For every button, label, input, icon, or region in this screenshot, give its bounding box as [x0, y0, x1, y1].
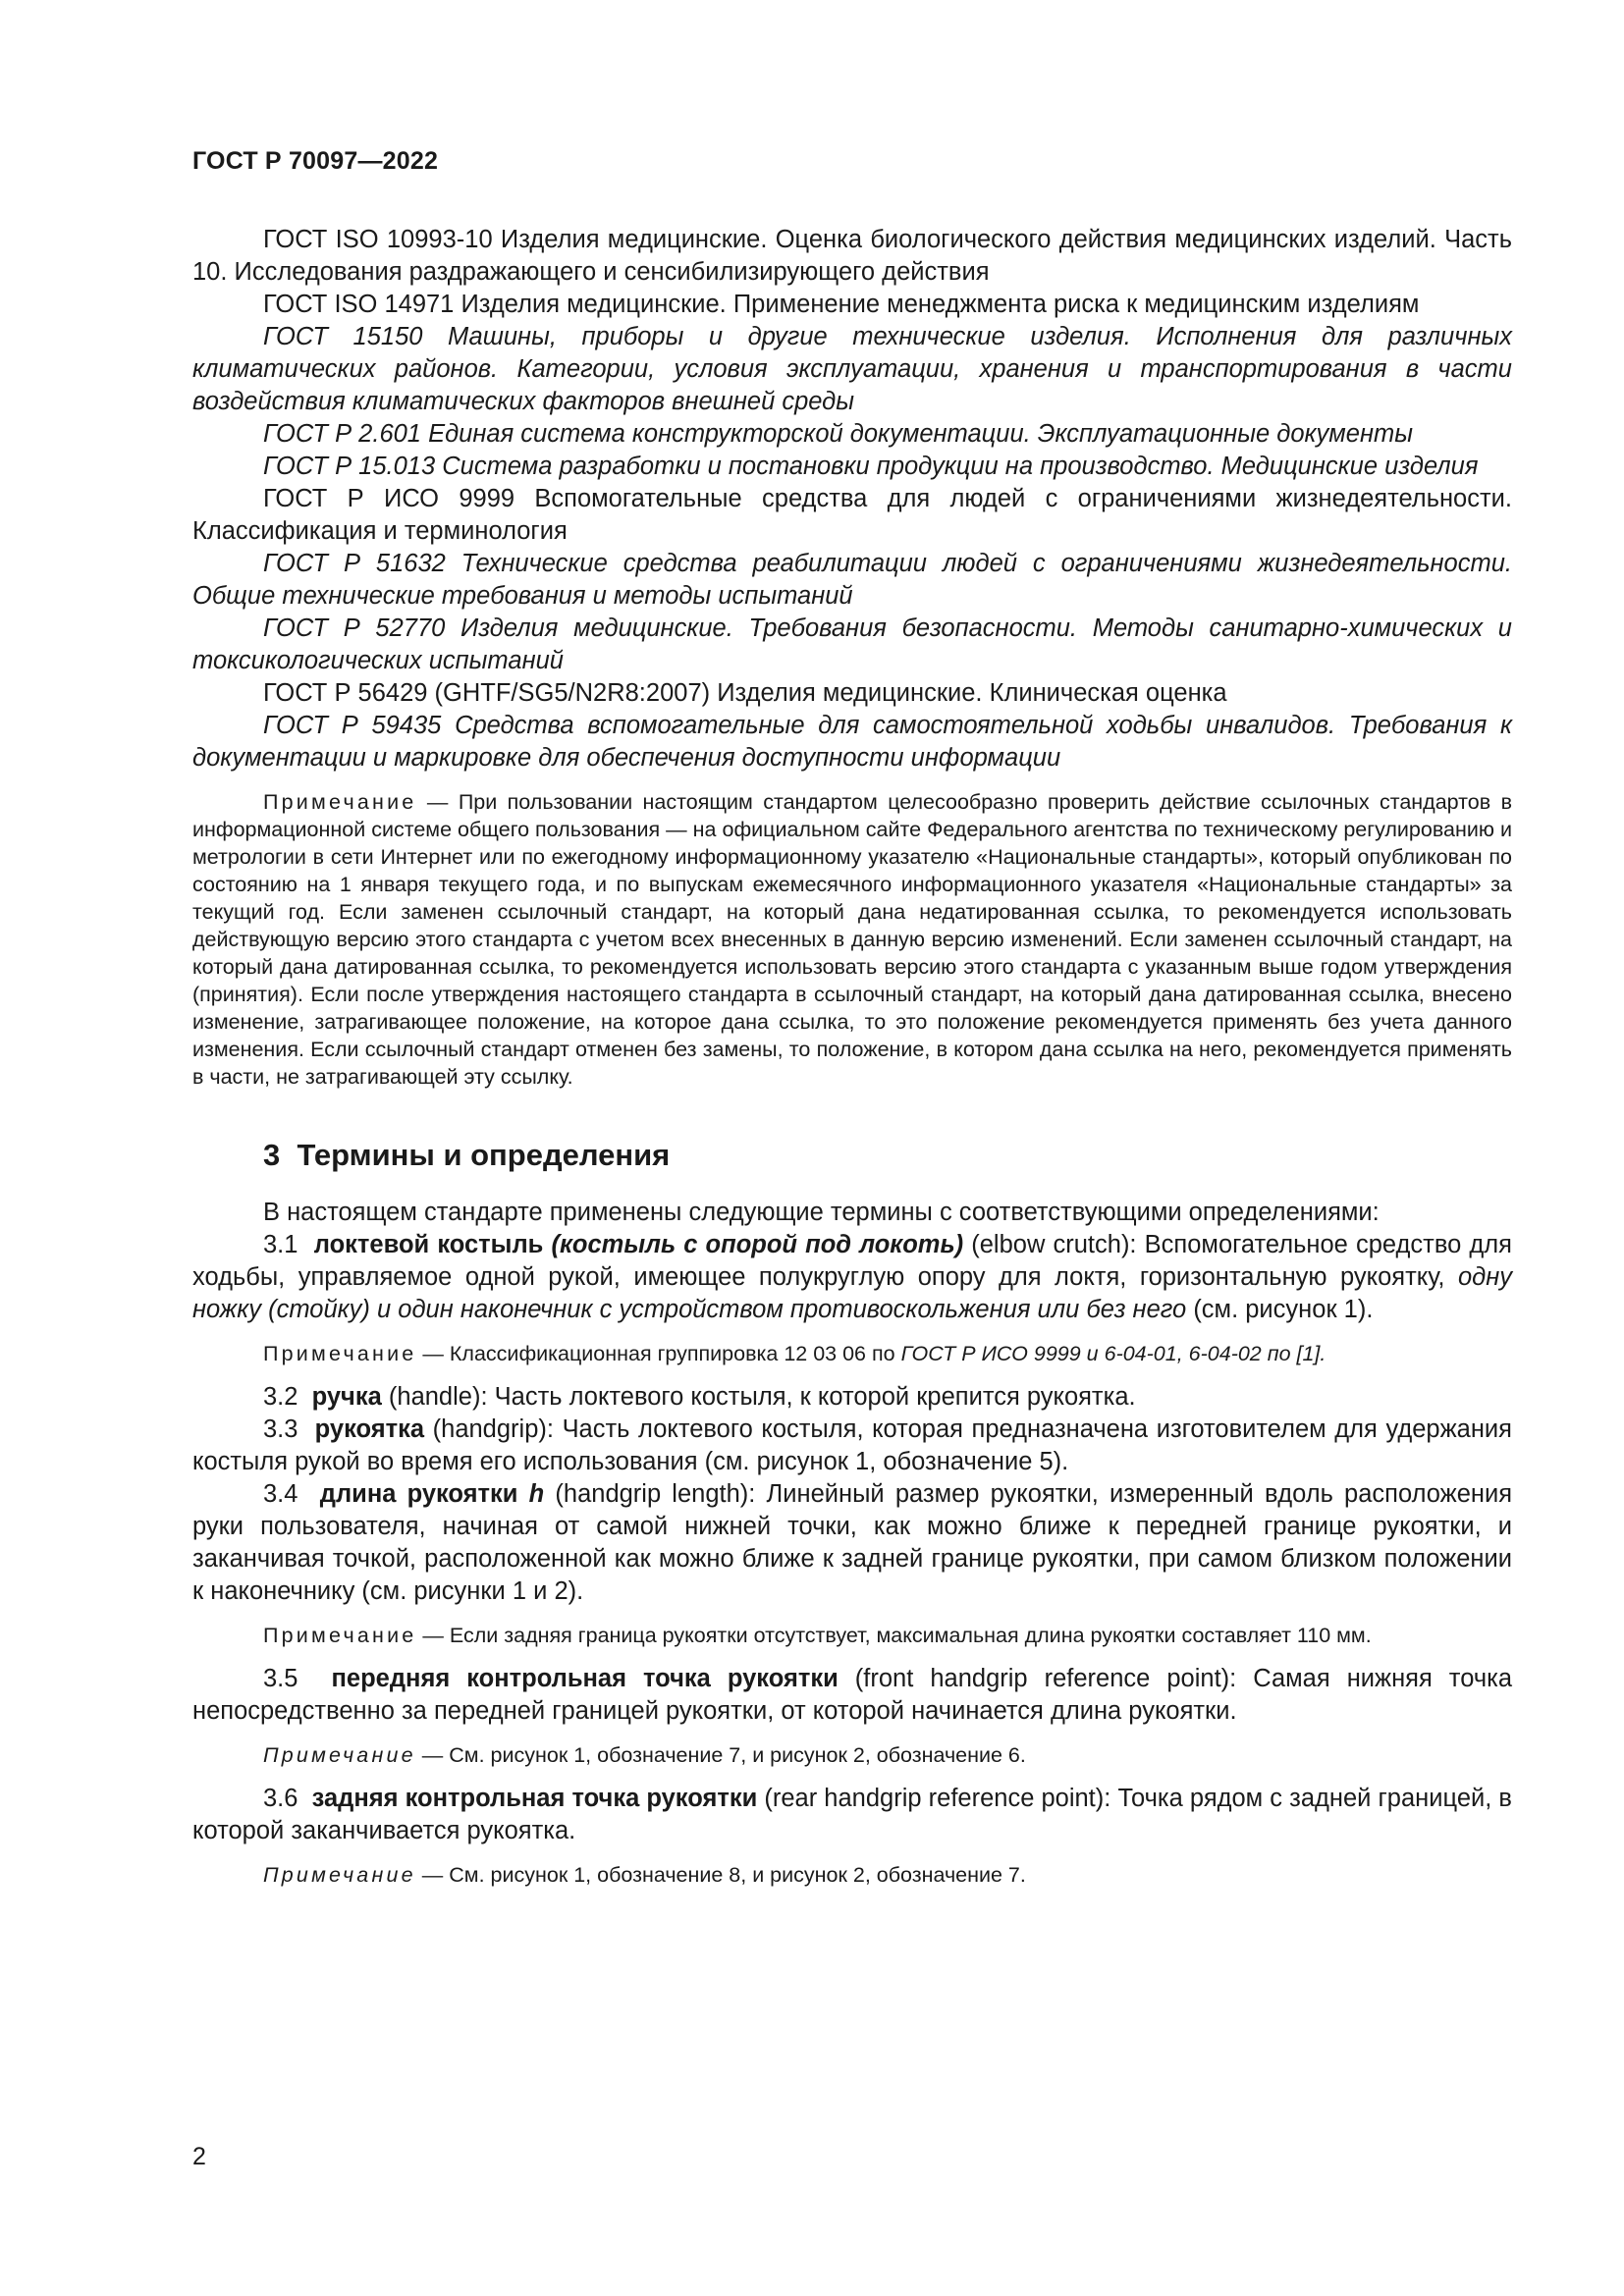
term-name: передняя контрольная точка рукоятки: [331, 1665, 839, 1692]
page-number: 2: [192, 2143, 206, 2170]
reference-item: ГОСТ Р 15.013 Система разработки и постановки продукции на производство. Медицинские изделия: [263, 453, 1479, 480]
running-header: ГОСТ Р 70097—2022: [192, 147, 439, 175]
term-synonym: (костыль с опорой под локоть): [551, 1231, 964, 1258]
reference-item: ГОСТ Р 51632 Технические средства реабилитации людей с ограничениями жизнедеятельности. Общие технические требования и методы испытаний: [192, 550, 1512, 610]
reference-item: ГОСТ Р 52770 Изделия медицинские. Требования безопасности. Методы санитарно-химических и токсикологических испытаний: [192, 614, 1512, 674]
term-3-6: 3.6 задняя контрольная точка рукоятки (rear handgrip reference point): Точка рядом с задней границей, в которой заканчивается рукоятка.: [192, 1785, 1512, 1844]
references-note: Примечание — При пользовании настоящим стандартом целесообразно проверить действие ссылочных стандартов в информационной системе общего пользования — на официальном сайте Федерального агентства по техническому регулированию и метрологии в сети Интернет или по ежегодному информационному указателю «Национальные стандарты», который опубликован по состоянию на 1 января текущего года, и по выпускам ежемесячного информационного указателя «Национальные стандарты» за текущий год. Если заменен ссылочный стандарт, на который дана недатированная ссылка, то рекомендуется использовать действующую версию этого стандарта с учетом всех внесенных в данную версию изменений. Если заменен ссылочный стандарт, на который дана датированная ссылка, то рекомендуется использовать версию этого стандарта с указанным выше годом утверждения (принятия). Если после утверждения настоящего стандарта в ссылочный стандарт, на который дана датированная ссылка, внесено изменение, затрагивающее положение, на которое дана ссылка, то это положение рекомендуется применять без учета данного изменения. Если ссылочный стандарт отменен без замены, то положение, в котором дана ссылка на него, рекомендуется применять в части, не затрагивающей эту ссылку.: [192, 790, 1512, 1089]
section-number: 3: [263, 1138, 281, 1172]
term-english: (handgrip):: [432, 1415, 554, 1443]
term-name: ручка: [311, 1383, 382, 1411]
reference-item: ГОСТ ISO 14971 Изделия медицинские. Применение менеджмента риска к медицинским изделиям: [263, 291, 1420, 318]
reference-item: ГОСТ 15150 Машины, приборы и другие технические изделия. Исполнения для различных климатических районов. Категории, условия эксплуатации, хранения и транспортирования в части воздействия климатических факторов внешней среды: [192, 323, 1512, 415]
section-heading: [192, 1136, 1512, 1175]
term-name: локтевой костыль: [313, 1231, 544, 1258]
term-note: Примечание — См. рисунок 1, обозначение 8, и рисунок 2, обозначение 7.: [263, 1863, 1026, 1887]
reference-item: ГОСТ Р 2.601 Единая система конструкторской документации. Эксплуатационные документы: [263, 420, 1413, 448]
term-name: длина рукоятки: [319, 1480, 518, 1508]
term-name: рукоятка: [314, 1415, 425, 1443]
term-3-4: 3.4 длина рукоятки h (handgrip length): Линейный размер рукоятки, измеренный вдоль расположения руки пользователя, начиная от самой нижней точки, как можно ближе к передней границе рукоятки, и заканчивая точкой, расположенной как можно ближе к задней границе рукоятки, при самом близком положении к наконечнику (см. рисунки 1 и 2).: [192, 1480, 1513, 1605]
body-text: [192, 224, 1512, 1889]
term-3-3: 3.3 рукоятка (handgrip): Часть локтевого костыля, которая предназначена изготовителем для удержания костыля рукой во время его использования (см. рисунок 1, обозначение 5).: [192, 1415, 1512, 1475]
reference-item: ГОСТ Р ИСО 9999 Вспомогательные средства для людей с ограничениями жизнедеятельности. Классификация и терминология: [192, 485, 1512, 545]
term-note: Примечание — См. рисунок 1, обозначение 7, и рисунок 2, обозначение 6.: [263, 1743, 1026, 1767]
note-text: При пользовании настоящим стандартом целесообразно проверить действие ссылочных стандартов в информационной системе общего пользования — на официальном сайте Федерального агентства по техническому регулированию и метрологии в сети Интернет или по ежегодному информационному указателю «Национальные стандарты», который опубликован по состоянию на 1 января текущего года, и по выпускам ежемесячного информационного указателя «Национальные стандарты» за текущий год. Если заменен ссылочный стандарт, на который дана недатированная ссылка, то рекомендуется использовать действующую версию этого стандарта с учетом всех внесенных в данную версию изменений. Если заменен ссылочный стандарт, на который дана датированная ссылка, то рекомендуется использовать версию этого стандарта с указанным выше годом утверждения (принятия). Если после утверждения настоящего стандарта в ссылочный стандарт, на который дана датированная ссылка, внесено изменение, затрагивающее положение, на которое дана ссылка, то это положение рекомендуется применять без учета данного изменения. Если ссылочный стандарт отменен без замены, то положение, в котором дана ссылка на него, рекомендуется применять в части, не затрагивающей эту ссылку.: [192, 790, 1512, 1089]
section-title: Термины и определения: [297, 1138, 671, 1172]
section-intro: В настоящем стандарте применены следующие термины с соответствующими определениями:: [263, 1199, 1380, 1226]
term-3-1: 3.1 локтевой костыль (костыль с опорой под локоть) (elbow crutch): Вспомогательное средство для ходьбы, управляемое одной рукой, имеющее полукруглую опору для локтя, горизонтальную рукоятку, одну ножку (стойку) и один наконечник с устройством противоскольжения или без него (см. рисунок 1).: [192, 1231, 1512, 1323]
reference-item: ГОСТ ISO 10993-10 Изделия медицинские. Оценка биологического действия медицинских изделий. Часть 10. Исследования раздражающего и сенсибилизирующего действия: [192, 226, 1512, 286]
term-english: (front handgrip reference point):: [854, 1665, 1237, 1692]
term-note: Примечание — Классификационная группировка 12 03 06 по ГОСТ Р ИСО 9999 и 6-04-01, 6-04-02 по [1].: [263, 1342, 1326, 1365]
term-symbol: h: [528, 1480, 545, 1508]
term-3-2: 3.2 ручка (handle): Часть локтевого костыля, к которой крепится рукоятка.: [263, 1383, 1136, 1411]
term-name: задняя контрольная точка рукоятки: [311, 1785, 758, 1812]
note-label: Примечание: [263, 790, 417, 814]
term-3-5: 3.5 передняя контрольная точка рукоятки (front handgrip reference point): Самая нижняя точка непосредственно за передней границей рукоятки, от которой начинается длина рукоятки.: [192, 1665, 1512, 1725]
term-english: (handgrip length):: [555, 1480, 756, 1508]
reference-item: ГОСТ Р 56429 (GHTF/SG5/N2R8:2007) Изделия медицинские. Клиническая оценка: [263, 679, 1227, 707]
term-english: (rear handgrip reference point):: [764, 1785, 1111, 1812]
term-note: Примечание — Если задняя граница рукоятки отсутствует, максимальная длина рукоятки составляет 110 мм.: [263, 1624, 1372, 1647]
term-english: (handle):: [388, 1383, 488, 1411]
reference-item: ГОСТ Р 59435 Средства вспомогательные для самостоятельной ходьбы инвалидов. Требования к документации и маркировке для обеспечения доступности информации: [192, 712, 1512, 772]
term-english: (elbow crutch):: [971, 1231, 1137, 1258]
